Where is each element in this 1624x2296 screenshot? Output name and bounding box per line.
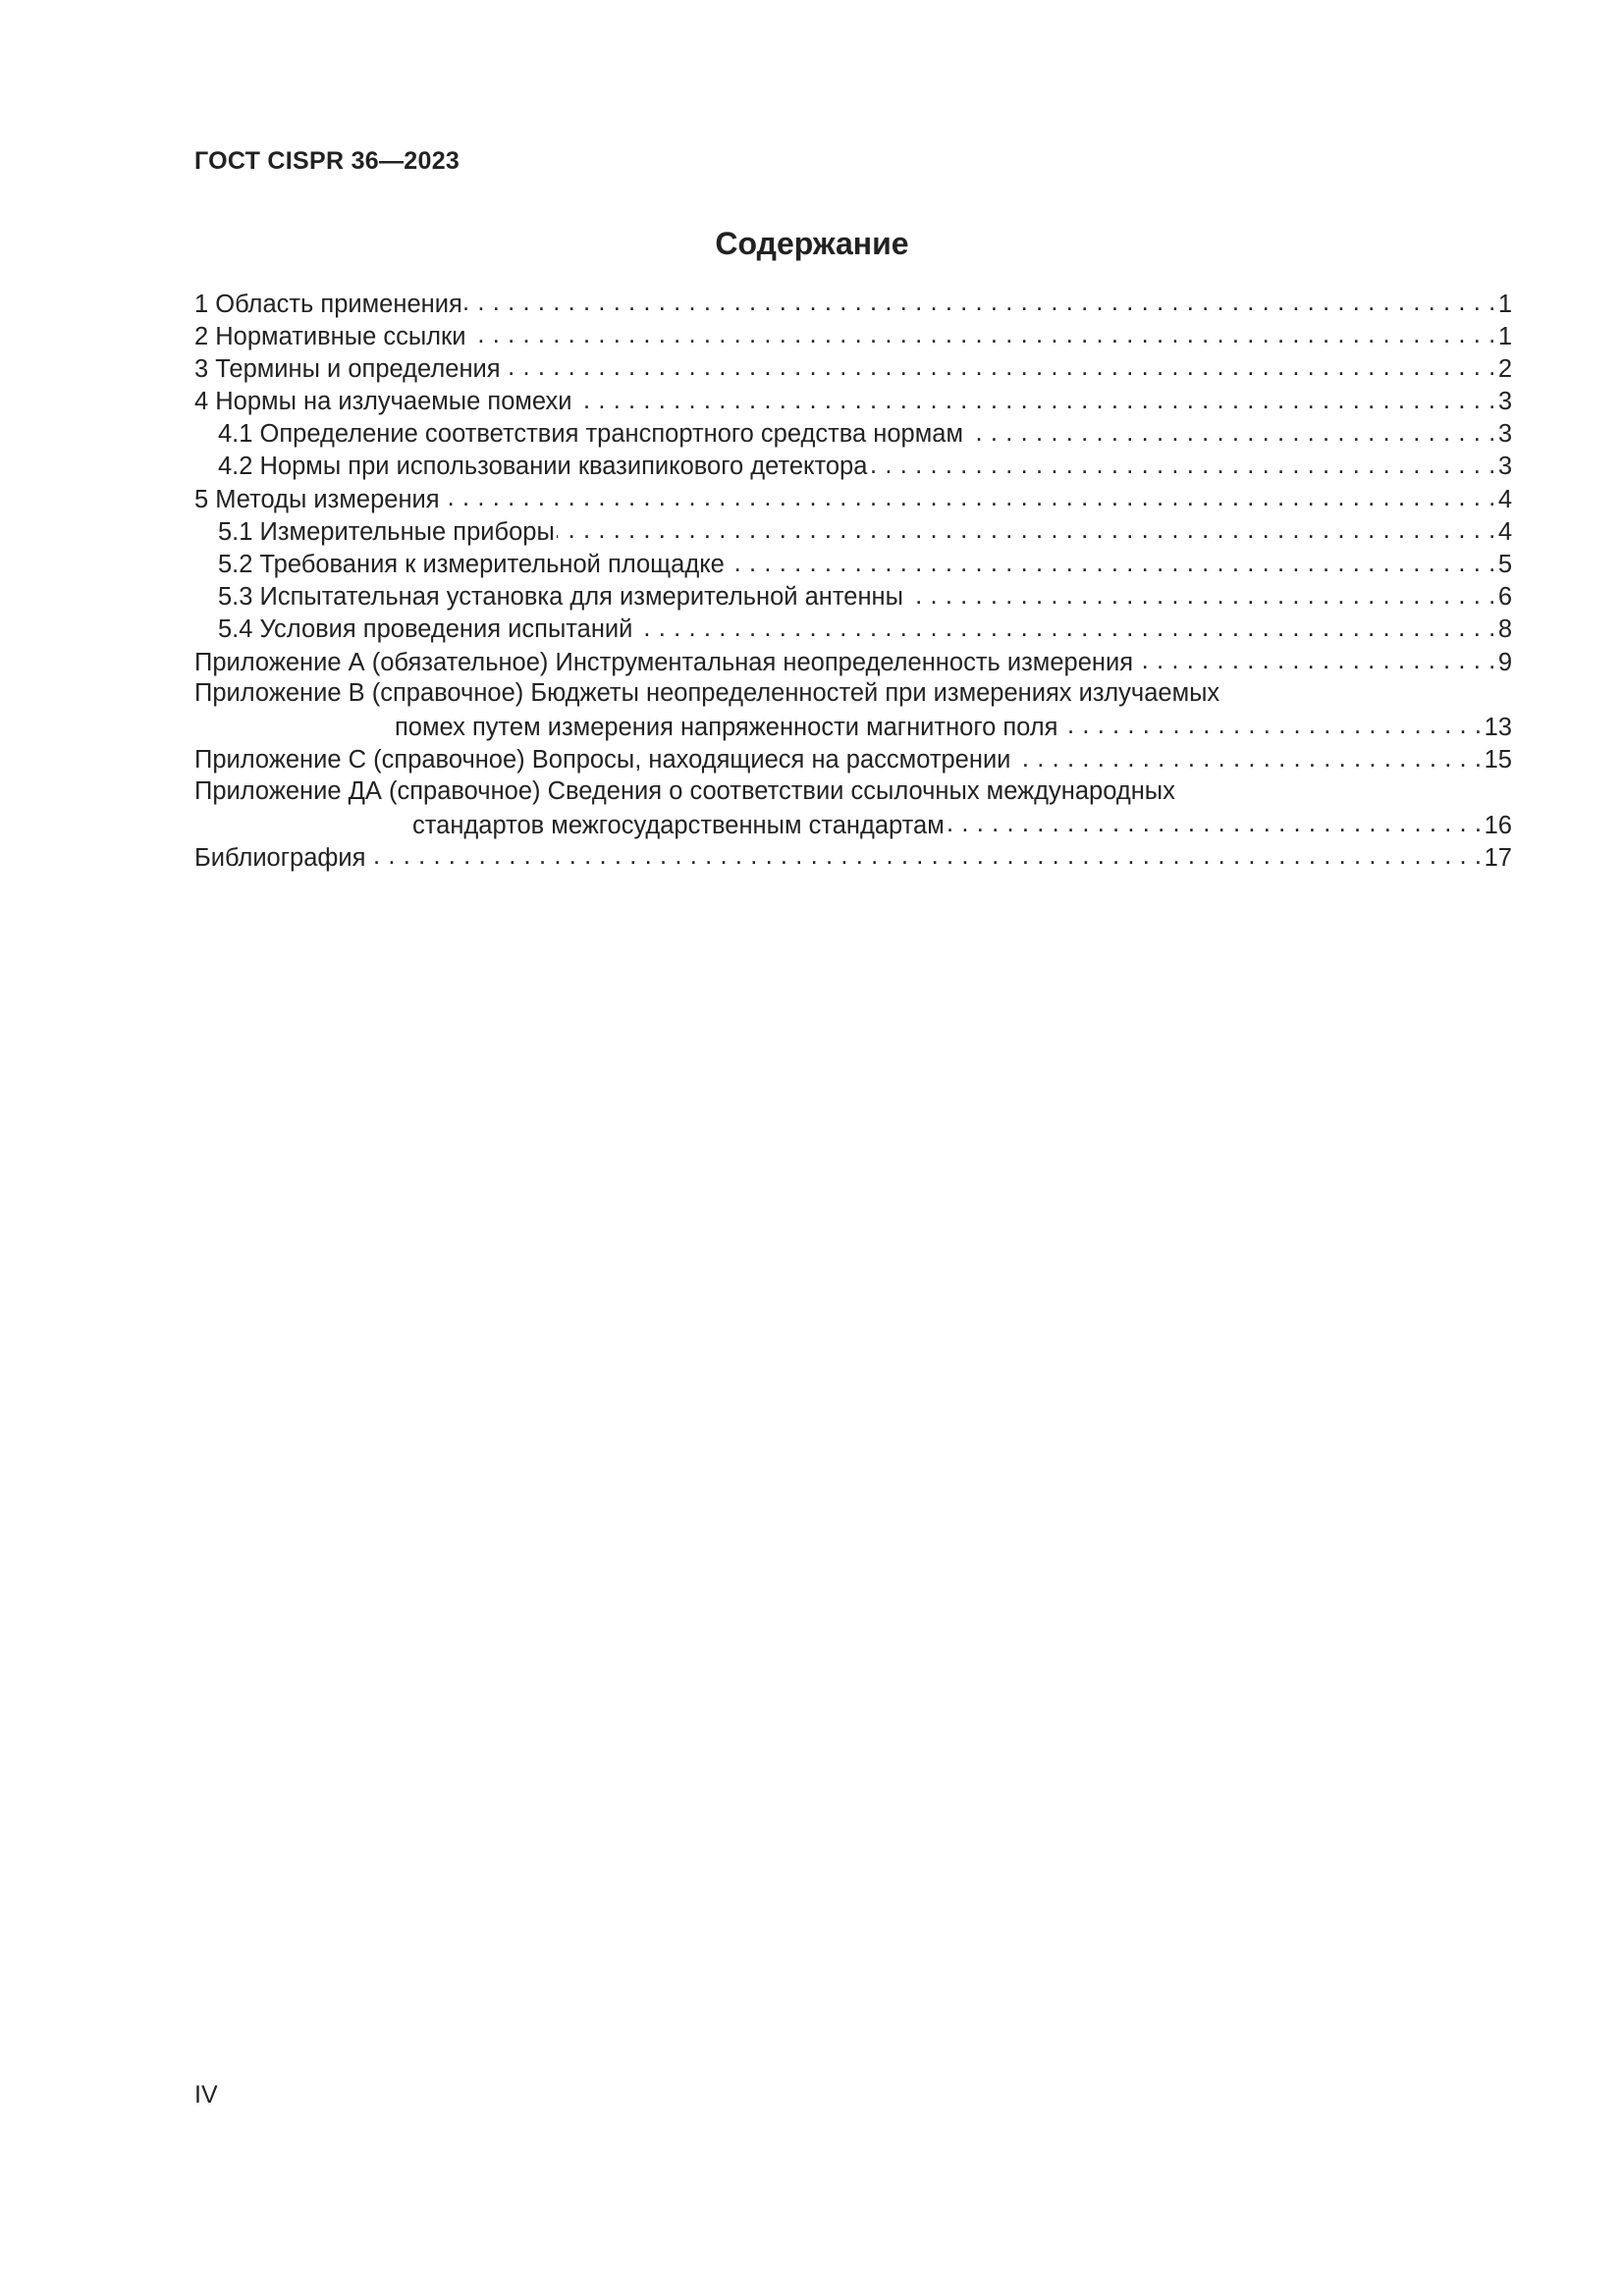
toc-page-number: 3 bbox=[1497, 420, 1512, 449]
toc-title: Содержание bbox=[715, 226, 909, 261]
toc-entry-text: 4.2 Нормы при использовании квазипикового детектора bbox=[218, 453, 868, 481]
toc-leader-dots bbox=[467, 319, 1495, 345]
toc-entry-annex-da-continuation[interactable] bbox=[194, 808, 1512, 840]
toc-entry-text: 1 Область применения bbox=[194, 290, 462, 318]
table-of-contents bbox=[194, 287, 1512, 873]
toc-leader-dots bbox=[574, 385, 1496, 410]
toc-entry-bibliography[interactable] bbox=[194, 840, 1512, 873]
toc-entry-4[interactable] bbox=[194, 385, 1512, 417]
toc-leader-dots bbox=[367, 840, 1482, 866]
toc-page-number: 3 bbox=[1497, 453, 1512, 481]
toc-entry-annex-b[interactable] bbox=[194, 677, 1512, 710]
toc-entry-annex-a[interactable] bbox=[194, 645, 1512, 677]
toc-page-number: 1 bbox=[1497, 290, 1512, 318]
toc-page-number: 6 bbox=[1497, 583, 1512, 612]
toc-leader-dots bbox=[503, 351, 1496, 377]
toc-leader-dots bbox=[727, 548, 1496, 573]
toc-leader-dots bbox=[905, 580, 1496, 606]
toc-entry-text: 5.1 Измерительные приборы bbox=[218, 517, 555, 546]
toc-leader-dots bbox=[947, 808, 1483, 833]
toc-entry-annex-da[interactable] bbox=[194, 775, 1512, 808]
toc-entry-4-2[interactable] bbox=[194, 450, 1512, 482]
toc-entry-text: Приложение ДА (справочное) Сведения о соответствии ссылочных международных bbox=[194, 776, 1175, 805]
toc-entry-text: Приложение С (справочное) Вопросы, находящиеся на рассмотрении bbox=[194, 746, 1011, 774]
toc-page-number: 4 bbox=[1497, 517, 1512, 546]
toc-entry-text: 4.1 Определение соответствия транспортного средства нормам bbox=[218, 420, 963, 449]
toc-page-number: 15 bbox=[1484, 746, 1512, 774]
toc-leader-dots bbox=[1060, 710, 1483, 735]
toc-entry-2[interactable] bbox=[194, 319, 1512, 351]
toc-entry-text: 5.4 Условия проведения испытаний bbox=[218, 615, 633, 644]
toc-entry-text: стандартов межгосударственным стандартам bbox=[412, 811, 945, 839]
toc-page-number: 3 bbox=[1497, 388, 1512, 416]
toc-page-number: 5 bbox=[1497, 551, 1512, 578]
toc-page-number: 1 bbox=[1497, 322, 1512, 350]
toc-leader-dots bbox=[869, 450, 1495, 475]
toc-entry-text: Библиография bbox=[194, 843, 366, 872]
toc-entry-5-3[interactable] bbox=[194, 580, 1512, 613]
toc-entry-text: Приложение А (обязательное) Инструментальная неопределенность измерения bbox=[194, 648, 1134, 676]
toc-entry-5-4[interactable] bbox=[194, 613, 1512, 645]
toc-entry-text: 5 Методы измерения bbox=[194, 485, 440, 513]
toc-entry-1[interactable] bbox=[194, 287, 1512, 319]
toc-entry-text: 2 Нормативные ссылки bbox=[194, 322, 466, 350]
toc-leader-dots bbox=[464, 287, 1496, 312]
page-number: IV bbox=[194, 2081, 218, 2109]
toc-leader-dots bbox=[634, 613, 1495, 638]
toc-leader-dots bbox=[442, 482, 1496, 507]
toc-entry-text: 3 Термины и определения bbox=[194, 354, 501, 383]
toc-page-number: 17 bbox=[1484, 843, 1512, 872]
toc-entry-text: 4 Нормы на излучаемые помехи bbox=[194, 388, 572, 416]
toc-page-number: 9 bbox=[1497, 648, 1512, 676]
toc-leader-dots bbox=[1012, 743, 1482, 769]
toc-entry-5-1[interactable] bbox=[194, 514, 1512, 547]
toc-entry-5-2[interactable] bbox=[194, 548, 1512, 580]
toc-entry-5[interactable] bbox=[194, 482, 1512, 514]
toc-page-number: 16 bbox=[1484, 811, 1512, 839]
toc-entry-4-1[interactable] bbox=[194, 417, 1512, 450]
toc-entry-text: 5.3 Испытательная установка для измерительной антенны bbox=[218, 583, 903, 612]
toc-leader-dots bbox=[965, 417, 1496, 443]
toc-entry-annex-b-continuation[interactable] bbox=[194, 710, 1512, 742]
toc-page-number: 4 bbox=[1497, 485, 1512, 513]
toc-leader-dots bbox=[557, 514, 1496, 540]
toc-page-number: 2 bbox=[1497, 354, 1512, 383]
toc-entry-text: помех путем измерения напряженности магнитного поля bbox=[395, 713, 1058, 741]
toc-entry-text: Приложение В (справочное) Бюджеты неопределенностей при измерениях излучаемых bbox=[194, 679, 1220, 708]
toc-page-number: 13 bbox=[1484, 713, 1512, 741]
toc-entry-3[interactable] bbox=[194, 351, 1512, 384]
toc-page-number: 8 bbox=[1497, 615, 1512, 644]
document-code: ГОСТ CISPR 36—2023 bbox=[194, 147, 460, 175]
toc-leader-dots bbox=[1135, 645, 1496, 670]
toc-entry-text: 5.2 Требования к измерительной площадке bbox=[218, 551, 725, 578]
toc-entry-annex-c[interactable] bbox=[194, 743, 1512, 775]
